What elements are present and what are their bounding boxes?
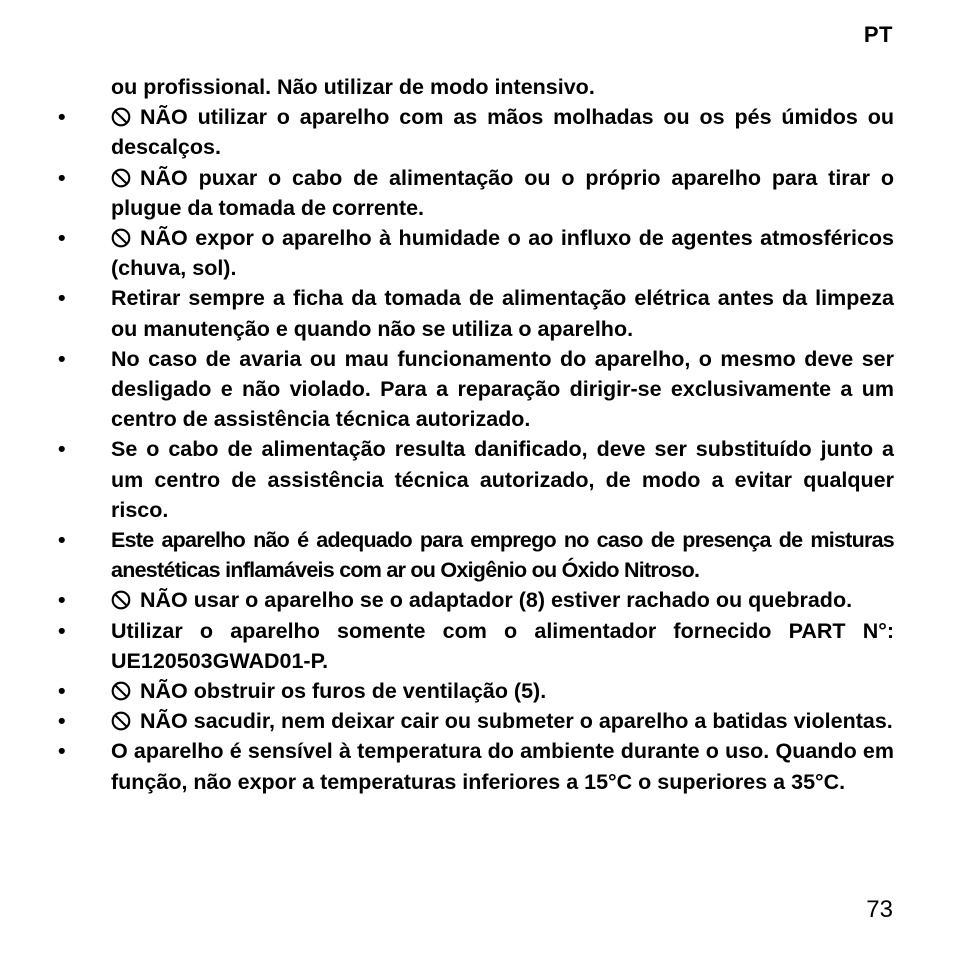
list-item <box>54 676 894 706</box>
item-text: O aparelho é sensível à temperatura do ambiente durante o uso. Quando em função, não expor a temperaturas inferiores a 15°C o superiores a 35°C. <box>111 739 894 794</box>
no-symbol-icon <box>111 681 131 701</box>
list-item <box>54 706 894 736</box>
item-text: NÃO utilizar o aparelho com as mãos molhadas ou os pés úmidos ou descalços. <box>111 105 894 160</box>
list-item <box>54 102 894 162</box>
item-text: NÃO puxar o cabo de alimentação ou o próprio aparelho para tirar o plugue da tomada de corrente. <box>111 165 894 220</box>
item-text: NÃO expor o aparelho à humidade o ao influxo de agentes atmosféricos (chuva, sol). <box>111 226 894 281</box>
no-symbol-icon <box>111 168 131 188</box>
item-text: NÃO obstruir os furos de ventilação (5). <box>140 679 547 704</box>
continuation-text: ou profissional. Não utilizar de modo intensivo. <box>111 75 595 99</box>
language-label: PT <box>863 22 893 47</box>
item-text: Se o cabo de alimentação resulta danificado, deve ser substituído junto a um centro de assistência técnica autorizado, de modo a evitar qualquer risco. <box>111 437 894 522</box>
document-body <box>54 72 894 797</box>
no-symbol-icon <box>111 107 131 127</box>
item-text: No caso de avaria ou mau funcionamento do aparelho, o mesmo deve ser desligado e não violado. Para a reparação dirigir-se exclusivamente a um centro de assistência técnica autorizado. <box>111 346 894 432</box>
list-item <box>54 585 894 615</box>
item-text: NÃO usar o aparelho se o adaptador (8) estiver rachado ou quebrado. <box>140 588 853 613</box>
bullet: • <box>58 588 66 613</box>
item-text: Este aparelho não é adequado para emprego no caso de presença de misturas anestéticas inflamáveis com ar ou Oxigênio ou Óxido Nitroso. <box>111 528 894 583</box>
list-item <box>54 616 894 676</box>
item-text: Utilizar o aparelho somente com o alimentador fornecido PART N°: UE120503GWAD01-P. <box>111 618 894 673</box>
bullet: • <box>58 346 66 371</box>
no-symbol-icon <box>111 590 131 610</box>
safety-list <box>54 102 894 797</box>
bullet: • <box>58 286 66 311</box>
list-item <box>54 344 894 435</box>
bullet: • <box>58 165 66 190</box>
item-text: NÃO sacudir, nem deixar cair ou submeter o aparelho a batidas violentas. <box>140 709 893 734</box>
bullet: • <box>58 618 66 643</box>
list-item <box>54 163 894 223</box>
page-number: 73 <box>866 896 893 923</box>
bullet: • <box>58 226 66 251</box>
list-item <box>54 525 894 585</box>
bullet: • <box>58 679 66 704</box>
bullet: • <box>58 437 66 462</box>
list-item <box>54 434 894 525</box>
no-symbol-icon <box>111 228 131 248</box>
bullet: • <box>58 739 66 764</box>
list-item <box>54 283 894 343</box>
list-item <box>54 223 894 283</box>
item-text: Retirar sempre a ficha da tomada de alimentação elétrica antes da limpeza ou manutenção e quando não se utiliza o aparelho. <box>111 286 894 341</box>
bullet: • <box>58 528 65 553</box>
bullet: • <box>58 709 66 734</box>
list-item <box>54 736 894 796</box>
no-symbol-icon <box>111 711 131 731</box>
bullet: • <box>58 105 66 130</box>
